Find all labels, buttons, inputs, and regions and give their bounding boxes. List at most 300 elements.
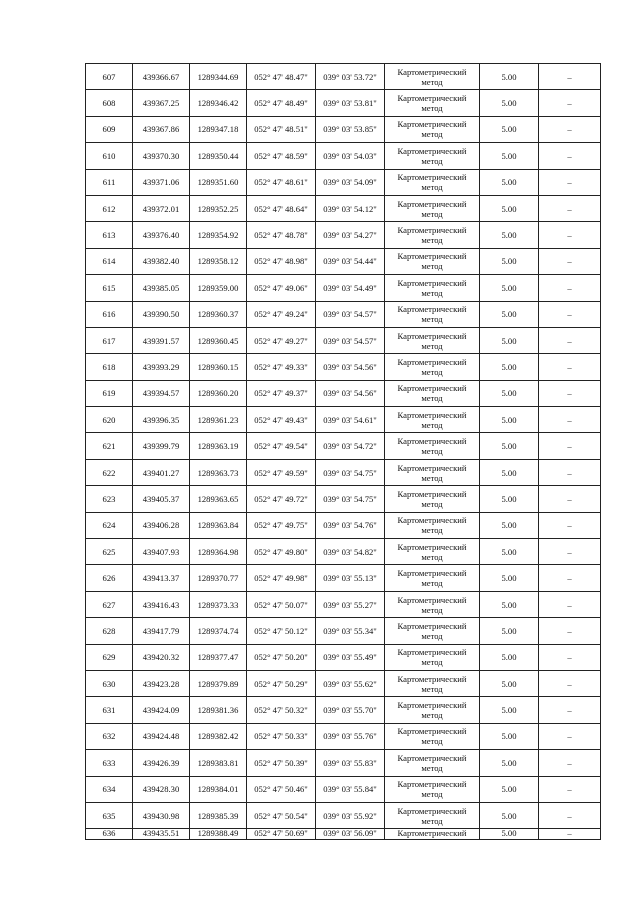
note-cell: – — [539, 143, 601, 169]
latitude-cell: 052° 47' 49.37" — [247, 380, 316, 406]
x-coordinate-cell: 439370.30 — [133, 143, 190, 169]
latitude-cell: 052° 47' 49.24" — [247, 301, 316, 327]
latitude-cell: 052° 47' 48.98" — [247, 248, 316, 274]
latitude-cell: 052° 47' 49.80" — [247, 539, 316, 565]
table-row — [86, 802, 601, 828]
method-line-2: метод — [421, 129, 443, 140]
point-number-cell: 614 — [86, 248, 133, 274]
latitude-cell: 052° 47' 50.12" — [247, 618, 316, 644]
method-line-1: Картометрический — [397, 93, 467, 104]
method-line-2: метод — [421, 103, 443, 114]
latitude-cell: 052° 47' 49.59" — [247, 459, 316, 485]
note-cell: – — [539, 644, 601, 670]
point-number-cell: 608 — [86, 90, 133, 116]
point-number-cell: 610 — [86, 143, 133, 169]
point-number-cell: 619 — [86, 380, 133, 406]
y-coordinate-cell: 1289363.19 — [190, 433, 247, 459]
x-coordinate-cell: 439401.27 — [133, 459, 190, 485]
y-coordinate-cell: 1289358.12 — [190, 248, 247, 274]
latitude-cell: 052° 47' 48.47" — [247, 64, 316, 90]
point-number-cell: 623 — [86, 486, 133, 512]
method-cell — [385, 539, 480, 565]
method-line-1: Картометрический — [397, 145, 467, 156]
y-coordinate-cell: 1289351.60 — [190, 169, 247, 195]
longitude-cell: 039° 03' 54.57" — [316, 327, 385, 353]
method-cell — [385, 829, 480, 840]
method-line-1: Картометрический — [397, 594, 467, 605]
note-cell: – — [539, 116, 601, 142]
note-cell: – — [539, 380, 601, 406]
table-row — [86, 750, 601, 776]
accuracy-cell: 5.00 — [480, 486, 539, 512]
longitude-cell: 039° 03' 56.09" — [316, 829, 385, 840]
method-line-1: Картометрический — [397, 330, 467, 341]
point-number-cell: 607 — [86, 64, 133, 90]
note-cell: – — [539, 90, 601, 116]
latitude-cell: 052° 47' 50.46" — [247, 776, 316, 802]
method-line-1: Картометрический — [397, 66, 467, 77]
y-coordinate-cell: 1289384.01 — [190, 776, 247, 802]
coordinates-table — [85, 63, 601, 840]
y-coordinate-cell: 1289360.37 — [190, 301, 247, 327]
latitude-cell: 052° 47' 48.78" — [247, 222, 316, 248]
note-cell: – — [539, 486, 601, 512]
table-row — [86, 618, 601, 644]
method-line-1: Картометрический — [397, 304, 467, 315]
note-cell: – — [539, 512, 601, 538]
method-line-1: Картометрический — [397, 488, 467, 499]
latitude-cell: 052° 47' 49.72" — [247, 486, 316, 512]
longitude-cell: 039° 03' 55.83" — [316, 750, 385, 776]
point-number-cell: 630 — [86, 670, 133, 696]
x-coordinate-cell: 439430.98 — [133, 802, 190, 828]
method-line-2: метод — [421, 419, 443, 430]
latitude-cell: 052° 47' 50.69" — [247, 829, 316, 840]
point-number-cell: 633 — [86, 750, 133, 776]
y-coordinate-cell: 1289354.92 — [190, 222, 247, 248]
point-number-cell: 621 — [86, 433, 133, 459]
table-row — [86, 512, 601, 538]
y-coordinate-cell: 1289377.47 — [190, 644, 247, 670]
latitude-cell: 052° 47' 49.33" — [247, 354, 316, 380]
table-row — [86, 248, 601, 274]
method-line-1: Картометрический — [397, 383, 467, 394]
x-coordinate-cell: 439366.67 — [133, 64, 190, 90]
table-row — [86, 539, 601, 565]
accuracy-cell: 5.00 — [480, 512, 539, 538]
x-coordinate-cell: 439417.79 — [133, 618, 190, 644]
point-number-cell: 634 — [86, 776, 133, 802]
method-line-2: метод — [421, 630, 443, 641]
latitude-cell: 052° 47' 49.98" — [247, 565, 316, 591]
table-row — [86, 169, 601, 195]
accuracy-cell: 5.00 — [480, 195, 539, 221]
table-row — [86, 829, 601, 840]
method-line-2: метод — [421, 525, 443, 536]
note-cell: – — [539, 64, 601, 90]
point-number-cell: 616 — [86, 301, 133, 327]
latitude-cell: 052° 47' 50.29" — [247, 670, 316, 696]
longitude-cell: 039° 03' 55.62" — [316, 670, 385, 696]
latitude-cell: 052° 47' 48.49" — [247, 90, 316, 116]
method-cell — [385, 354, 480, 380]
note-cell: – — [539, 301, 601, 327]
note-cell: – — [539, 195, 601, 221]
method-line-2: метод — [421, 76, 443, 87]
point-number-cell: 611 — [86, 169, 133, 195]
method-line-2: метод — [421, 287, 443, 298]
table-row — [86, 723, 601, 749]
method-cell — [385, 248, 480, 274]
table-row — [86, 195, 601, 221]
x-coordinate-cell: 439367.25 — [133, 90, 190, 116]
note-cell: – — [539, 723, 601, 749]
point-number-cell: 620 — [86, 407, 133, 433]
latitude-cell: 052° 47' 50.39" — [247, 750, 316, 776]
accuracy-cell: 5.00 — [480, 591, 539, 617]
y-coordinate-cell: 1289344.69 — [190, 64, 247, 90]
accuracy-cell: 5.00 — [480, 301, 539, 327]
method-cell — [385, 486, 480, 512]
longitude-cell: 039° 03' 53.72" — [316, 64, 385, 90]
table-row — [86, 776, 601, 802]
y-coordinate-cell: 1289363.73 — [190, 459, 247, 485]
y-coordinate-cell: 1289383.81 — [190, 750, 247, 776]
point-number-cell: 615 — [86, 275, 133, 301]
longitude-cell: 039° 03' 54.27" — [316, 222, 385, 248]
table-row — [86, 670, 601, 696]
accuracy-cell: 5.00 — [480, 776, 539, 802]
method-line-1: Картометрический — [397, 172, 467, 183]
point-number-cell: 624 — [86, 512, 133, 538]
method-line-1: Картометрический — [397, 726, 467, 737]
x-coordinate-cell: 439407.93 — [133, 539, 190, 565]
accuracy-cell: 5.00 — [480, 750, 539, 776]
accuracy-cell: 5.00 — [480, 143, 539, 169]
method-cell — [385, 327, 480, 353]
method-line-2: метод — [421, 789, 443, 800]
y-coordinate-cell: 1289350.44 — [190, 143, 247, 169]
method-line-2: метод — [421, 366, 443, 377]
longitude-cell: 039° 03' 55.84" — [316, 776, 385, 802]
method-cell — [385, 143, 480, 169]
longitude-cell: 039° 03' 55.34" — [316, 618, 385, 644]
longitude-cell: 039° 03' 54.03" — [316, 143, 385, 169]
longitude-cell: 039° 03' 54.72" — [316, 433, 385, 459]
method-line-2: метод — [421, 314, 443, 325]
method-line-2: метод — [421, 736, 443, 747]
method-cell — [385, 644, 480, 670]
table-row — [86, 64, 601, 90]
longitude-cell: 039° 03' 55.70" — [316, 697, 385, 723]
x-coordinate-cell: 439405.37 — [133, 486, 190, 512]
latitude-cell: 052° 47' 48.64" — [247, 195, 316, 221]
method-line-1: Картометрический — [397, 673, 467, 684]
method-line-2: метод — [421, 604, 443, 615]
table-row — [86, 327, 601, 353]
y-coordinate-cell: 1289359.00 — [190, 275, 247, 301]
method-line-1: Картометрический — [397, 568, 467, 579]
y-coordinate-cell: 1289360.20 — [190, 380, 247, 406]
method-cell — [385, 116, 480, 142]
longitude-cell: 039° 03' 54.49" — [316, 275, 385, 301]
longitude-cell: 039° 03' 54.82" — [316, 539, 385, 565]
x-coordinate-cell: 439382.40 — [133, 248, 190, 274]
note-cell: – — [539, 776, 601, 802]
method-cell — [385, 512, 480, 538]
method-line-2: метод — [421, 155, 443, 166]
latitude-cell: 052° 47' 48.51" — [247, 116, 316, 142]
method-line-2: метод — [421, 762, 443, 773]
longitude-cell: 039° 03' 54.61" — [316, 407, 385, 433]
longitude-cell: 039° 03' 55.13" — [316, 565, 385, 591]
accuracy-cell: 5.00 — [480, 275, 539, 301]
accuracy-cell: 5.00 — [480, 433, 539, 459]
y-coordinate-cell: 1289374.74 — [190, 618, 247, 644]
note-cell: – — [539, 697, 601, 723]
x-coordinate-cell: 439416.43 — [133, 591, 190, 617]
x-coordinate-cell: 439376.40 — [133, 222, 190, 248]
accuracy-cell: 5.00 — [480, 829, 539, 840]
x-coordinate-cell: 439391.57 — [133, 327, 190, 353]
method-line-1: Картометрический — [397, 515, 467, 526]
point-number-cell: 617 — [86, 327, 133, 353]
longitude-cell: 039° 03' 54.75" — [316, 459, 385, 485]
longitude-cell: 039° 03' 55.49" — [316, 644, 385, 670]
longitude-cell: 039° 03' 54.12" — [316, 195, 385, 221]
longitude-cell: 039° 03' 54.75" — [316, 486, 385, 512]
method-line-2: метод — [421, 815, 443, 826]
method-line-2: метод — [421, 551, 443, 562]
method-line-1: Картометрический — [397, 828, 467, 839]
accuracy-cell: 5.00 — [480, 723, 539, 749]
method-cell — [385, 275, 480, 301]
y-coordinate-cell: 1289360.45 — [190, 327, 247, 353]
y-coordinate-cell: 1289363.65 — [190, 486, 247, 512]
table-row — [86, 90, 601, 116]
method-line-1: Картометрический — [397, 752, 467, 763]
table-row — [86, 591, 601, 617]
method-cell — [385, 802, 480, 828]
table-row — [86, 116, 601, 142]
latitude-cell: 052° 47' 49.06" — [247, 275, 316, 301]
method-line-1: Картометрический — [397, 198, 467, 209]
table-row — [86, 697, 601, 723]
longitude-cell: 039° 03' 54.57" — [316, 301, 385, 327]
latitude-cell: 052° 47' 50.54" — [247, 802, 316, 828]
table-row — [86, 407, 601, 433]
point-number-cell: 626 — [86, 565, 133, 591]
point-number-cell: 629 — [86, 644, 133, 670]
method-line-2: метод — [421, 657, 443, 668]
accuracy-cell: 5.00 — [480, 459, 539, 485]
x-coordinate-cell: 439390.50 — [133, 301, 190, 327]
longitude-cell: 039° 03' 54.56" — [316, 354, 385, 380]
y-coordinate-cell: 1289352.25 — [190, 195, 247, 221]
table-body — [86, 64, 601, 840]
accuracy-cell: 5.00 — [480, 697, 539, 723]
table-row — [86, 644, 601, 670]
note-cell: – — [539, 618, 601, 644]
method-line-1: Картометрический — [397, 805, 467, 816]
method-line-2: метод — [421, 578, 443, 589]
latitude-cell: 052° 47' 49.75" — [247, 512, 316, 538]
latitude-cell: 052° 47' 49.43" — [247, 407, 316, 433]
table-row — [86, 275, 601, 301]
method-line-1: Картометрический — [397, 779, 467, 790]
y-coordinate-cell: 1289346.42 — [190, 90, 247, 116]
y-coordinate-cell: 1289385.39 — [190, 802, 247, 828]
x-coordinate-cell: 439396.35 — [133, 407, 190, 433]
note-cell: – — [539, 222, 601, 248]
table-row — [86, 222, 601, 248]
accuracy-cell: 5.00 — [480, 354, 539, 380]
x-coordinate-cell: 439399.79 — [133, 433, 190, 459]
note-cell: – — [539, 539, 601, 565]
accuracy-cell: 5.00 — [480, 116, 539, 142]
method-cell — [385, 380, 480, 406]
latitude-cell: 052° 47' 50.20" — [247, 644, 316, 670]
point-number-cell: 631 — [86, 697, 133, 723]
longitude-cell: 039° 03' 53.85" — [316, 116, 385, 142]
method-line-1: Картометрический — [397, 409, 467, 420]
accuracy-cell: 5.00 — [480, 407, 539, 433]
note-cell: – — [539, 591, 601, 617]
note-cell: – — [539, 354, 601, 380]
method-line-2: метод — [421, 472, 443, 483]
note-cell: – — [539, 750, 601, 776]
x-coordinate-cell: 439426.39 — [133, 750, 190, 776]
method-cell — [385, 90, 480, 116]
x-coordinate-cell: 439406.28 — [133, 512, 190, 538]
note-cell: – — [539, 459, 601, 485]
method-line-2: метод — [421, 182, 443, 193]
longitude-cell: 039° 03' 55.27" — [316, 591, 385, 617]
x-coordinate-cell: 439385.05 — [133, 275, 190, 301]
method-cell — [385, 433, 480, 459]
x-coordinate-cell: 439372.01 — [133, 195, 190, 221]
note-cell: – — [539, 433, 601, 459]
method-cell — [385, 697, 480, 723]
latitude-cell: 052° 47' 50.07" — [247, 591, 316, 617]
point-number-cell: 618 — [86, 354, 133, 380]
method-line-2: метод — [421, 208, 443, 219]
point-number-cell: 627 — [86, 591, 133, 617]
accuracy-cell: 5.00 — [480, 222, 539, 248]
point-number-cell: 612 — [86, 195, 133, 221]
longitude-cell: 039° 03' 54.76" — [316, 512, 385, 538]
method-line-1: Картометрический — [397, 647, 467, 658]
method-line-1: Картометрический — [397, 119, 467, 130]
method-line-1: Картометрический — [397, 462, 467, 473]
method-cell — [385, 459, 480, 485]
y-coordinate-cell: 1289373.33 — [190, 591, 247, 617]
method-cell — [385, 64, 480, 90]
method-line-1: Картометрический — [397, 277, 467, 288]
table-row — [86, 301, 601, 327]
x-coordinate-cell: 439420.32 — [133, 644, 190, 670]
method-cell — [385, 591, 480, 617]
accuracy-cell: 5.00 — [480, 90, 539, 116]
method-line-1: Картометрический — [397, 225, 467, 236]
latitude-cell: 052° 47' 49.54" — [247, 433, 316, 459]
method-line-2: метод — [421, 683, 443, 694]
y-coordinate-cell: 1289364.98 — [190, 539, 247, 565]
table-row — [86, 459, 601, 485]
accuracy-cell: 5.00 — [480, 644, 539, 670]
y-coordinate-cell: 1289379.89 — [190, 670, 247, 696]
method-line-2: метод — [421, 393, 443, 404]
point-number-cell: 609 — [86, 116, 133, 142]
longitude-cell: 039° 03' 54.44" — [316, 248, 385, 274]
y-coordinate-cell: 1289370.77 — [190, 565, 247, 591]
method-line-2: метод — [421, 340, 443, 351]
latitude-cell: 052° 47' 48.59" — [247, 143, 316, 169]
note-cell: – — [539, 407, 601, 433]
x-coordinate-cell: 439371.06 — [133, 169, 190, 195]
point-number-cell: 622 — [86, 459, 133, 485]
method-line-2: метод — [421, 446, 443, 457]
y-coordinate-cell: 1289388.49 — [190, 829, 247, 840]
x-coordinate-cell: 439393.29 — [133, 354, 190, 380]
accuracy-cell: 5.00 — [480, 802, 539, 828]
table-row — [86, 433, 601, 459]
y-coordinate-cell: 1289360.15 — [190, 354, 247, 380]
latitude-cell: 052° 47' 49.27" — [247, 327, 316, 353]
longitude-cell: 039° 03' 53.81" — [316, 90, 385, 116]
method-cell — [385, 670, 480, 696]
latitude-cell: 052° 47' 48.61" — [247, 169, 316, 195]
accuracy-cell: 5.00 — [480, 670, 539, 696]
method-line-1: Картометрический — [397, 251, 467, 262]
method-line-1: Картометрический — [397, 436, 467, 447]
x-coordinate-cell: 439428.30 — [133, 776, 190, 802]
note-cell: – — [539, 802, 601, 828]
accuracy-cell: 5.00 — [480, 618, 539, 644]
method-line-2: метод — [421, 261, 443, 272]
table-row — [86, 486, 601, 512]
point-number-cell: 635 — [86, 802, 133, 828]
accuracy-cell: 5.00 — [480, 565, 539, 591]
x-coordinate-cell: 439413.37 — [133, 565, 190, 591]
table-row — [86, 380, 601, 406]
latitude-cell: 052° 47' 50.33" — [247, 723, 316, 749]
method-line-1: Картометрический — [397, 700, 467, 711]
x-coordinate-cell: 439367.86 — [133, 116, 190, 142]
method-cell — [385, 407, 480, 433]
note-cell: – — [539, 169, 601, 195]
accuracy-cell: 5.00 — [480, 169, 539, 195]
x-coordinate-cell: 439424.09 — [133, 697, 190, 723]
method-cell — [385, 222, 480, 248]
y-coordinate-cell: 1289347.18 — [190, 116, 247, 142]
x-coordinate-cell: 439424.48 — [133, 723, 190, 749]
accuracy-cell: 5.00 — [480, 539, 539, 565]
note-cell: – — [539, 565, 601, 591]
method-cell — [385, 723, 480, 749]
point-number-cell: 636 — [86, 829, 133, 840]
x-coordinate-cell: 439394.57 — [133, 380, 190, 406]
method-cell — [385, 776, 480, 802]
y-coordinate-cell: 1289361.23 — [190, 407, 247, 433]
method-line-1: Картометрический — [397, 541, 467, 552]
method-line-1: Картометрический — [397, 620, 467, 631]
accuracy-cell: 5.00 — [480, 327, 539, 353]
note-cell: – — [539, 248, 601, 274]
method-cell — [385, 618, 480, 644]
longitude-cell: 039° 03' 55.76" — [316, 723, 385, 749]
method-line-2: метод — [421, 235, 443, 246]
